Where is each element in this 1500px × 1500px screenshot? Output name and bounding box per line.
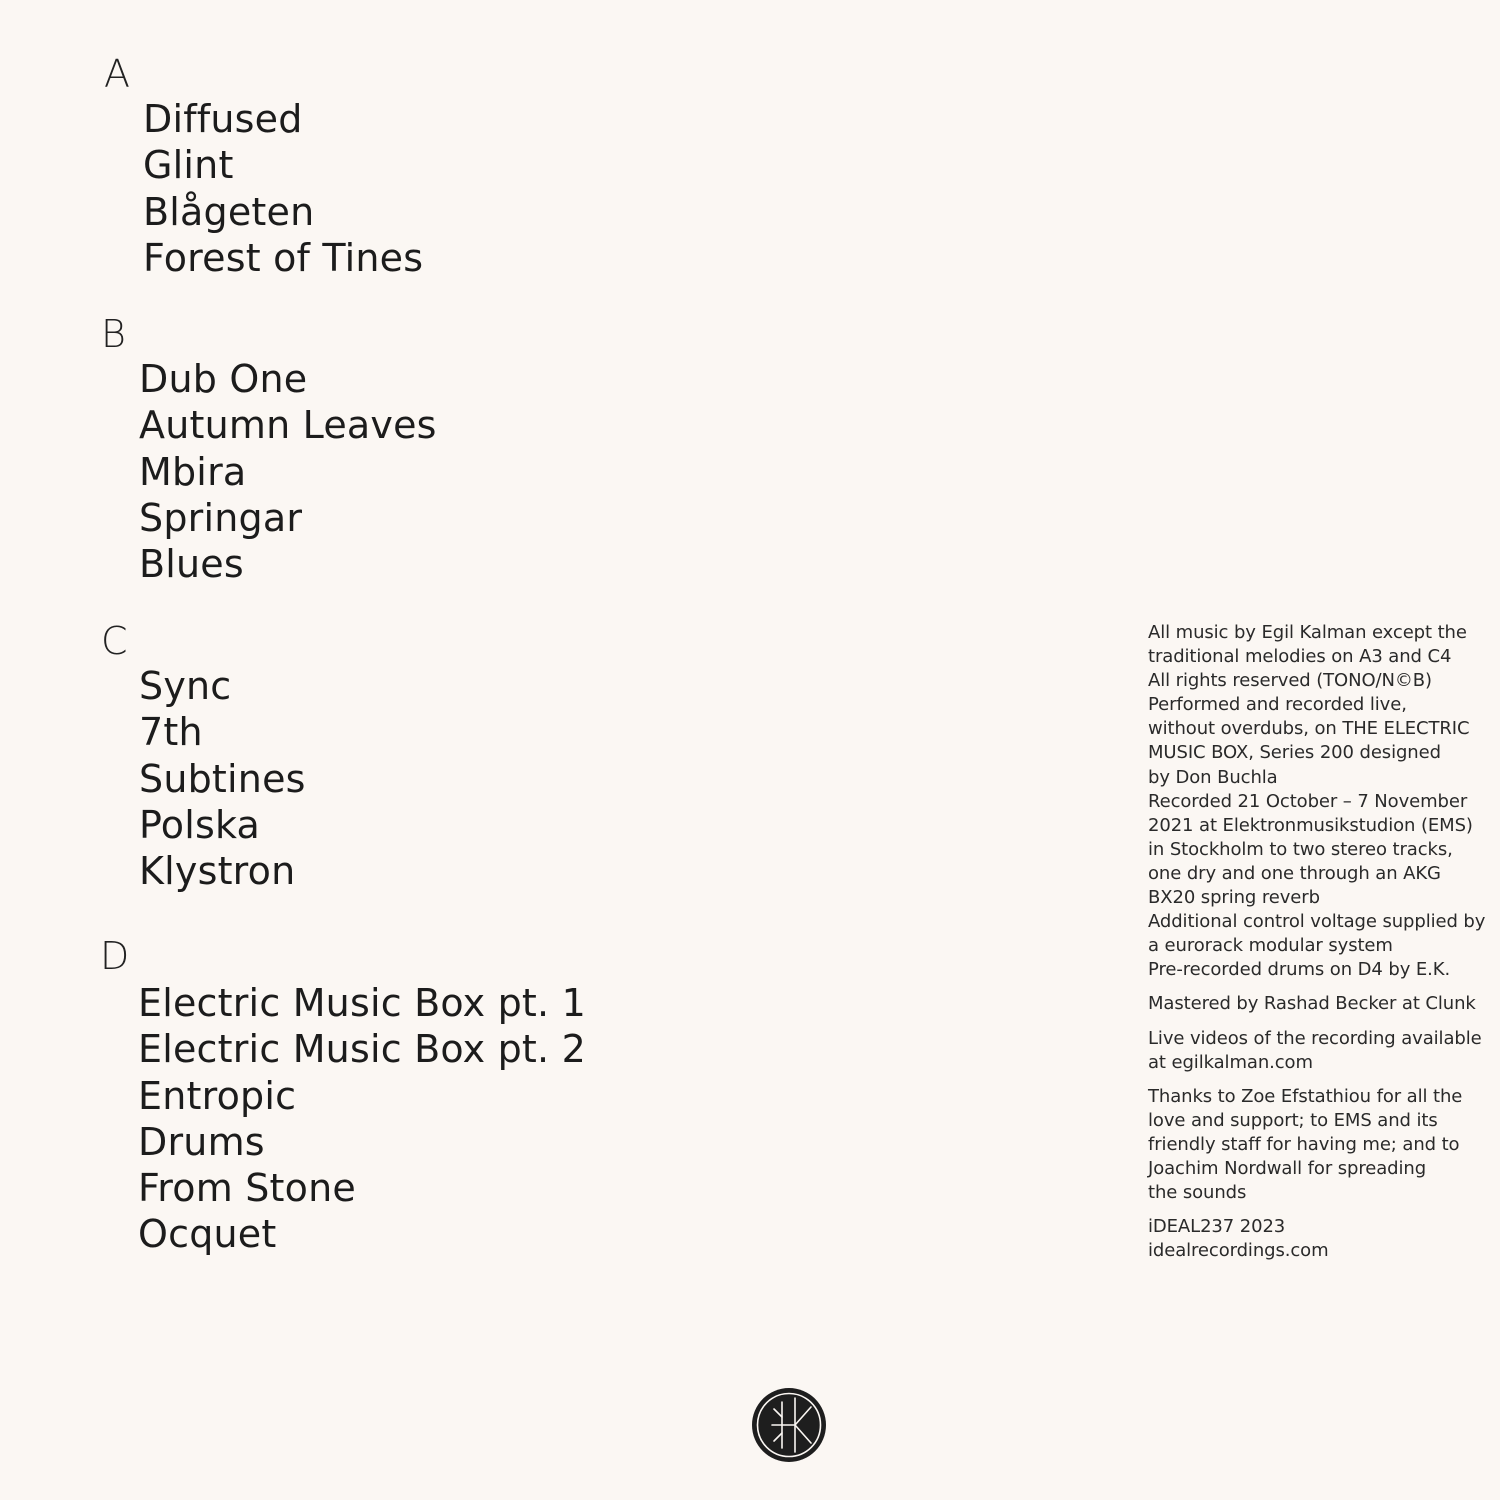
track-title: Sync bbox=[139, 664, 232, 708]
track-title: Drums bbox=[138, 1119, 265, 1164]
ek-monogram-seal-icon bbox=[751, 1387, 827, 1463]
credits-catalog: iDEAL237 2023 idealrecordings.com bbox=[1148, 1216, 1329, 1262]
side-b-tracklist bbox=[139, 356, 437, 587]
side-d-tracklist bbox=[138, 980, 586, 1258]
side-c-tracklist bbox=[139, 663, 306, 894]
track-title: Blågeten bbox=[143, 189, 315, 234]
track-title: Ocquet bbox=[138, 1212, 277, 1257]
side-a-tracklist bbox=[143, 96, 423, 281]
credits-thanks: Thanks to Zoe Efstathiou for all the love and support; to EMS and its friendly staff for having me; and to Joachim Nordwall for spreading the sounds bbox=[1148, 1085, 1463, 1204]
track-title: Electric Music Box pt. 1 bbox=[138, 981, 586, 1025]
track-title: Autumn Leaves bbox=[139, 403, 437, 448]
track-title: Blues bbox=[139, 542, 244, 587]
credits-mastering: Mastered by Rashad Becker at Clunk bbox=[1148, 993, 1476, 1015]
side-d-letter: D bbox=[100, 934, 130, 978]
track-title: Entropic bbox=[138, 1073, 297, 1118]
side-c-letter: C bbox=[101, 619, 128, 663]
track-title: From Stone bbox=[138, 1166, 356, 1211]
track-title: Electric Music Box pt. 2 bbox=[138, 1027, 586, 1072]
track-title: Dub One bbox=[139, 357, 308, 401]
track-title: Springar bbox=[139, 495, 303, 540]
credits-recording-info: All music by Egil Kalman except the traditional melodies on A3 and C4 All rights reserved (TONO/N©B) Performed and recorded live, without overdubs, on THE ELECTRIC MUSIC BOX, Series 200 designed by Don Buchla Recorded 21 October – 7 November 2021 at Elektronmusikstudion (EMS) in Stockholm to two stereo tracks, one dry and one through an AKG BX20 spring reverb Additional control voltage supplied by a eurorack modular system Pre-recorded drums on D4 by E.K. bbox=[1148, 622, 1486, 981]
track-title: Glint bbox=[143, 143, 234, 188]
credits-videos: Live videos of the recording available at egilkalman.com bbox=[1148, 1027, 1482, 1073]
track-title: Diffused bbox=[143, 97, 303, 141]
track-title: 7th bbox=[139, 710, 203, 755]
track-title: Mbira bbox=[139, 449, 247, 494]
track-title: Forest of Tines bbox=[143, 235, 424, 280]
side-a-letter: A bbox=[104, 52, 130, 96]
track-title: Klystron bbox=[139, 849, 296, 894]
side-b-letter: B bbox=[101, 312, 126, 356]
track-title: Polska bbox=[139, 802, 260, 847]
track-title: Subtines bbox=[139, 756, 306, 801]
credits-block bbox=[1148, 621, 1488, 1273]
